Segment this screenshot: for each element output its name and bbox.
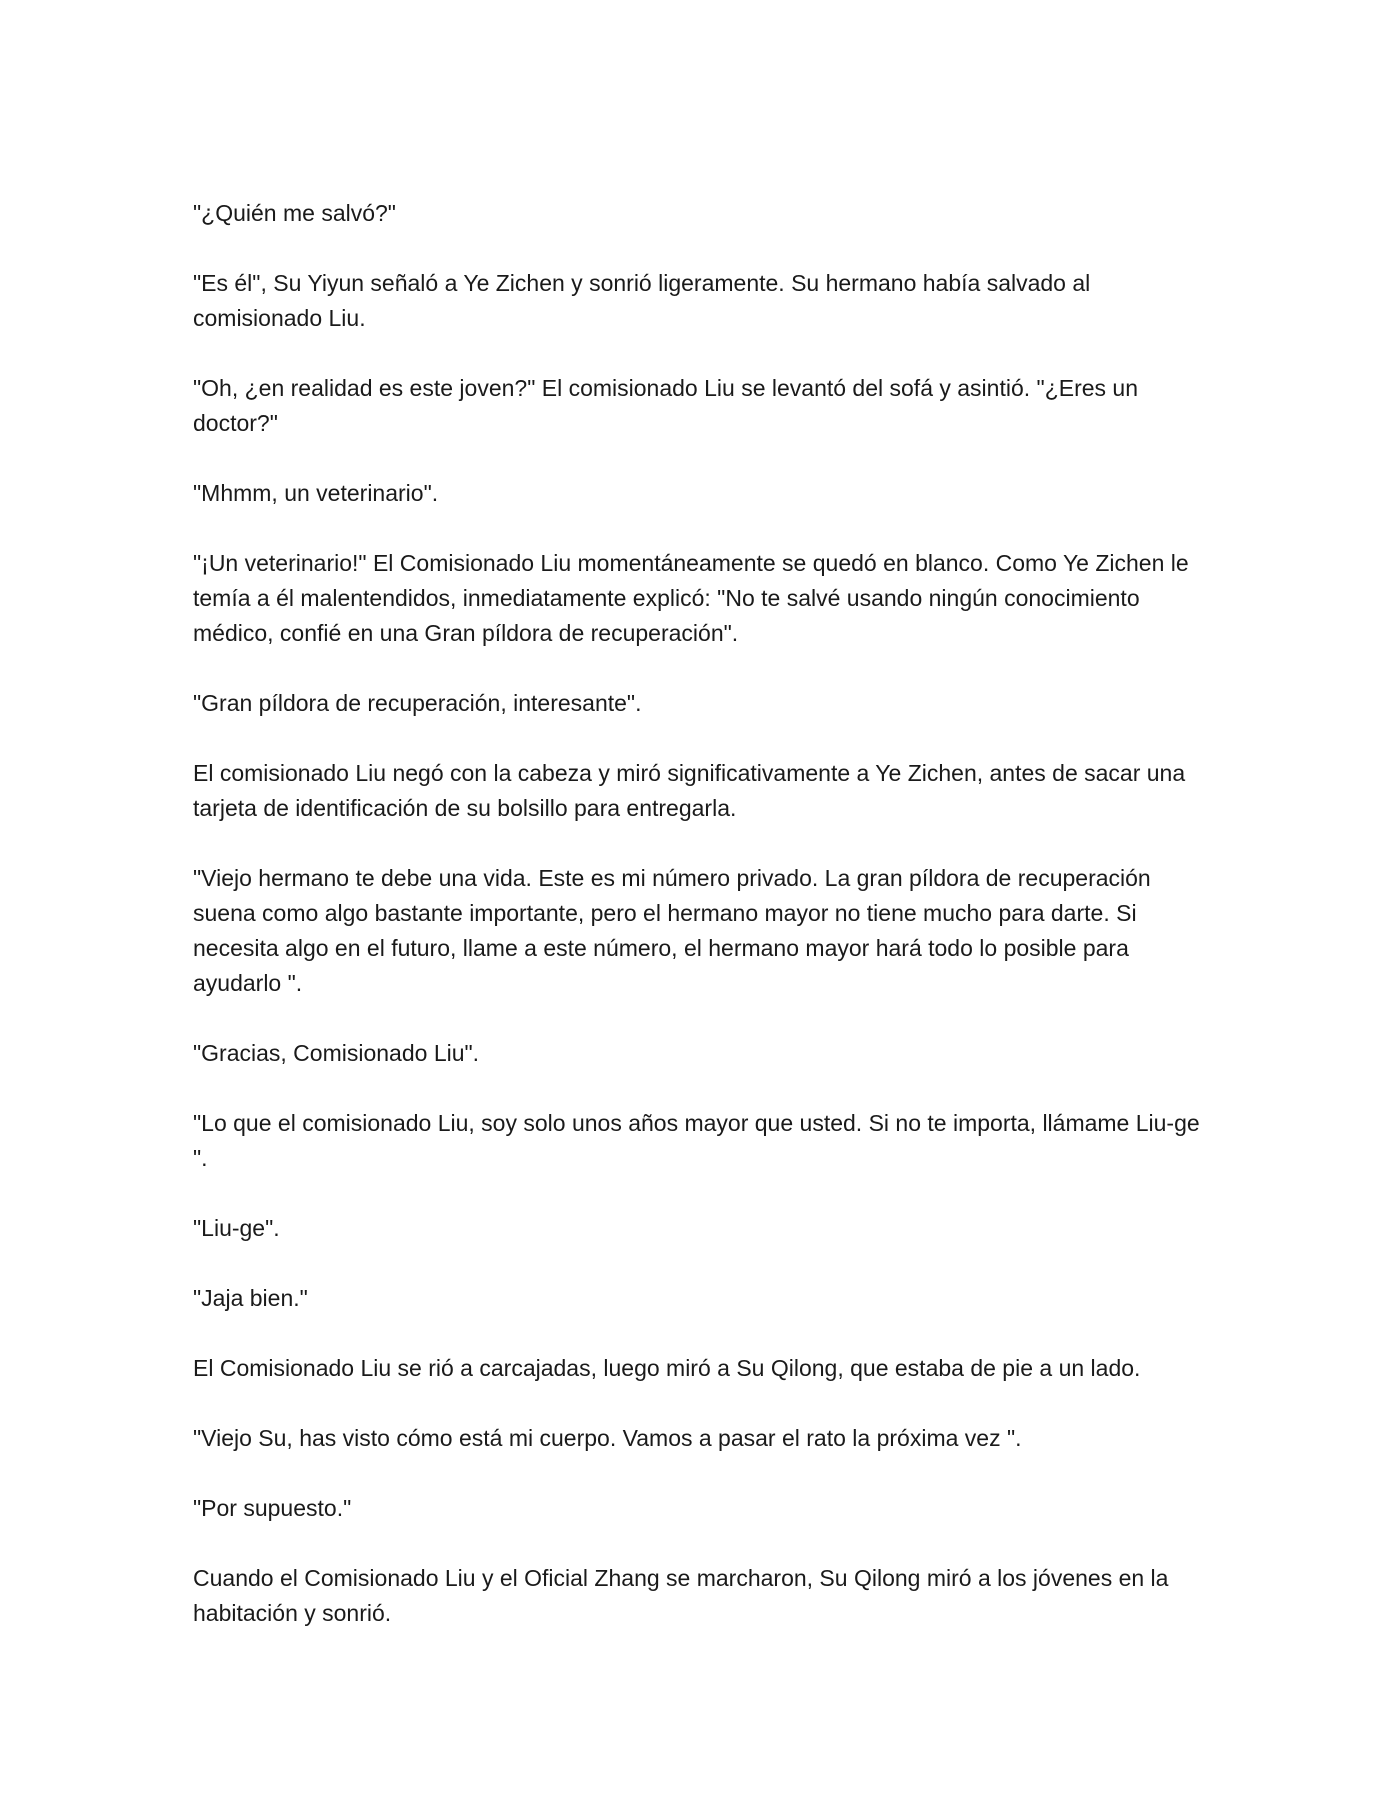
paragraph: "¡Un veterinario!" El Comisionado Liu momentáneamente se quedó en blanco. Como Ye Zichen le temía a él malentendidos, inmediatamente explicó: "No te salvé usando ningún conocimiento médico, confié en una Gran píldora de recuperación". (193, 550, 1189, 646)
paragraph: El comisionado Liu negó con la cabeza y miró significativamente a Ye Zichen, antes de sacar una tarjeta de identificación de su bolsillo para entregarla. (193, 760, 1186, 821)
document-body (193, 196, 1213, 1666)
paragraph: "Viejo Su, has visto cómo está mi cuerpo. Vamos a pasar el rato la próxima vez ". (193, 1425, 1022, 1451)
paragraph: "Por supuesto." (193, 1495, 352, 1521)
paragraph: El Comisionado Liu se rió a carcajadas, luego miró a Su Qilong, que estaba de pie a un lado. (193, 1355, 1141, 1381)
paragraph: "Gracias, Comisionado Liu". (193, 1040, 480, 1066)
paragraph: "Es él", Su Yiyun señaló a Ye Zichen y sonrió ligeramente. Su hermano había salvado al comisionado Liu. (193, 270, 1091, 331)
paragraph: "Lo que el comisionado Liu, soy solo unos años mayor que usted. Si no te importa, llámame Liu-ge ". (193, 1110, 1200, 1171)
paragraph: "Oh, ¿en realidad es este joven?" El comisionado Liu se levantó del sofá y asintió. "¿Eres un doctor?" (193, 375, 1139, 436)
paragraph: "Liu-ge". (193, 1215, 280, 1241)
paragraph: "Jaja bien." (193, 1285, 308, 1311)
paragraph: "Gran píldora de recuperación, interesante". (193, 690, 642, 716)
paragraph: "Mhmm, un veterinario". (193, 480, 439, 506)
paragraph: "Viejo hermano te debe una vida. Este es mi número privado. La gran píldora de recuperación suena como algo bastante importante, pero el hermano mayor no tiene mucho para darte. Si necesita algo en el futuro, llame a este número, el hermano mayor hará todo lo posible para ayudarlo ". (193, 865, 1151, 996)
paragraph: "¿Quién me salvó?" (193, 200, 396, 226)
paragraph: Cuando el Comisionado Liu y el Oficial Zhang se marcharon, Su Qilong miró a los jóvenes en la habitación y sonrió. (193, 1565, 1169, 1626)
